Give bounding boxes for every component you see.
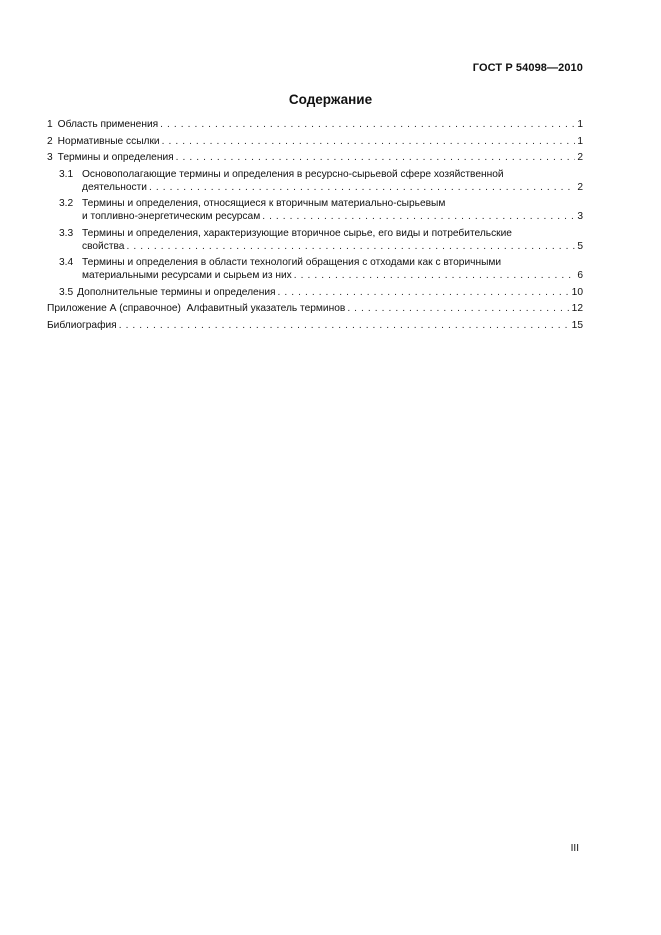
toc-entry-title-line-1: Основополагающие термины и определения в ресурсно-сырьевой сфере хозяйственной [82, 168, 504, 180]
toc-entry-bibliography[interactable] [47, 319, 583, 332]
toc-entry-page: 5 [577, 240, 583, 252]
toc-entry-page: 3 [577, 211, 583, 222]
toc-entry-3-2[interactable] [47, 197, 583, 223]
toc-entry-number: 3.1 [59, 168, 74, 180]
dot-leader [126, 240, 575, 253]
toc-entry-title-line-1: Термины и определения в области технологий обращения с отходами как с вторичными [82, 257, 502, 268]
toc-entry-title-line-2: материальными ресурсами и сырьем из них [82, 270, 292, 281]
toc-entry-number: 3.5 [59, 286, 74, 298]
dot-leader [162, 135, 576, 148]
toc-entry-3-4[interactable] [47, 256, 583, 282]
toc-entry-number: 3.4 [59, 257, 74, 268]
toc-entry-title: Термины и определения [57, 152, 174, 163]
toc-entry-title-line-2: деятельности [82, 181, 147, 193]
toc-entry-number: 3 [47, 152, 53, 163]
dot-leader [160, 118, 575, 131]
toc-entry-number: 2 [47, 135, 53, 147]
toc-entry-3[interactable] [47, 151, 583, 164]
toc-entry-page: 2 [577, 181, 583, 193]
toc-entry-page: 1 [577, 119, 583, 130]
toc-entry-3-5[interactable] [47, 286, 583, 299]
toc-entry-3-3[interactable] [47, 227, 583, 253]
page-number: III [570, 843, 579, 854]
dot-leader [294, 269, 576, 282]
toc-entry-title-line-2: свойства [82, 240, 125, 252]
toc-entry-title: Библиография [47, 319, 117, 331]
toc-entry-title: Область применения [57, 119, 159, 130]
dot-leader [278, 286, 570, 299]
toc-entry-page: 12 [571, 303, 583, 314]
toc-entry-number: 1 [47, 119, 53, 130]
toc-entry-title: Дополнительные термины и определения [77, 286, 276, 298]
toc-entry-title: Нормативные ссылки [57, 135, 160, 147]
toc-entry-title-line-1: Термины и определения, относящиеся к вторичным материально-сырьевым [82, 198, 446, 209]
toc-entry-page: 15 [571, 319, 583, 331]
toc-entry-page: 10 [571, 286, 583, 298]
toc-title: Содержание [288, 92, 373, 107]
toc-entry-title: Приложение А (справочное) Алфавитный указатель терминов [47, 303, 346, 314]
toc-entry-page: 2 [577, 152, 583, 163]
dot-leader [119, 319, 570, 332]
dot-leader [149, 181, 575, 194]
toc-entry-appendix-a[interactable] [47, 302, 583, 315]
toc-entry-3-1[interactable] [47, 168, 583, 194]
toc-entry-page: 6 [577, 270, 583, 281]
document-standard-number: ГОСТ Р 54098—2010 [472, 62, 583, 74]
toc-entry-title-line-1: Термины и определения, характеризующие вторичное сырье, его виды и потребительские [82, 227, 512, 239]
table-of-contents [47, 118, 583, 335]
toc-entry-1[interactable] [47, 118, 583, 131]
toc-entry-number: 3.3 [59, 227, 74, 239]
toc-entry-number: 3.2 [59, 198, 74, 209]
toc-entry-2[interactable] [47, 135, 583, 148]
dot-leader [347, 302, 569, 315]
toc-entry-page: 1 [577, 135, 583, 147]
dot-leader [176, 151, 576, 164]
toc-entry-title-line-2: и топливно-энергетическим ресурсам [82, 211, 261, 222]
dot-leader [262, 210, 575, 223]
